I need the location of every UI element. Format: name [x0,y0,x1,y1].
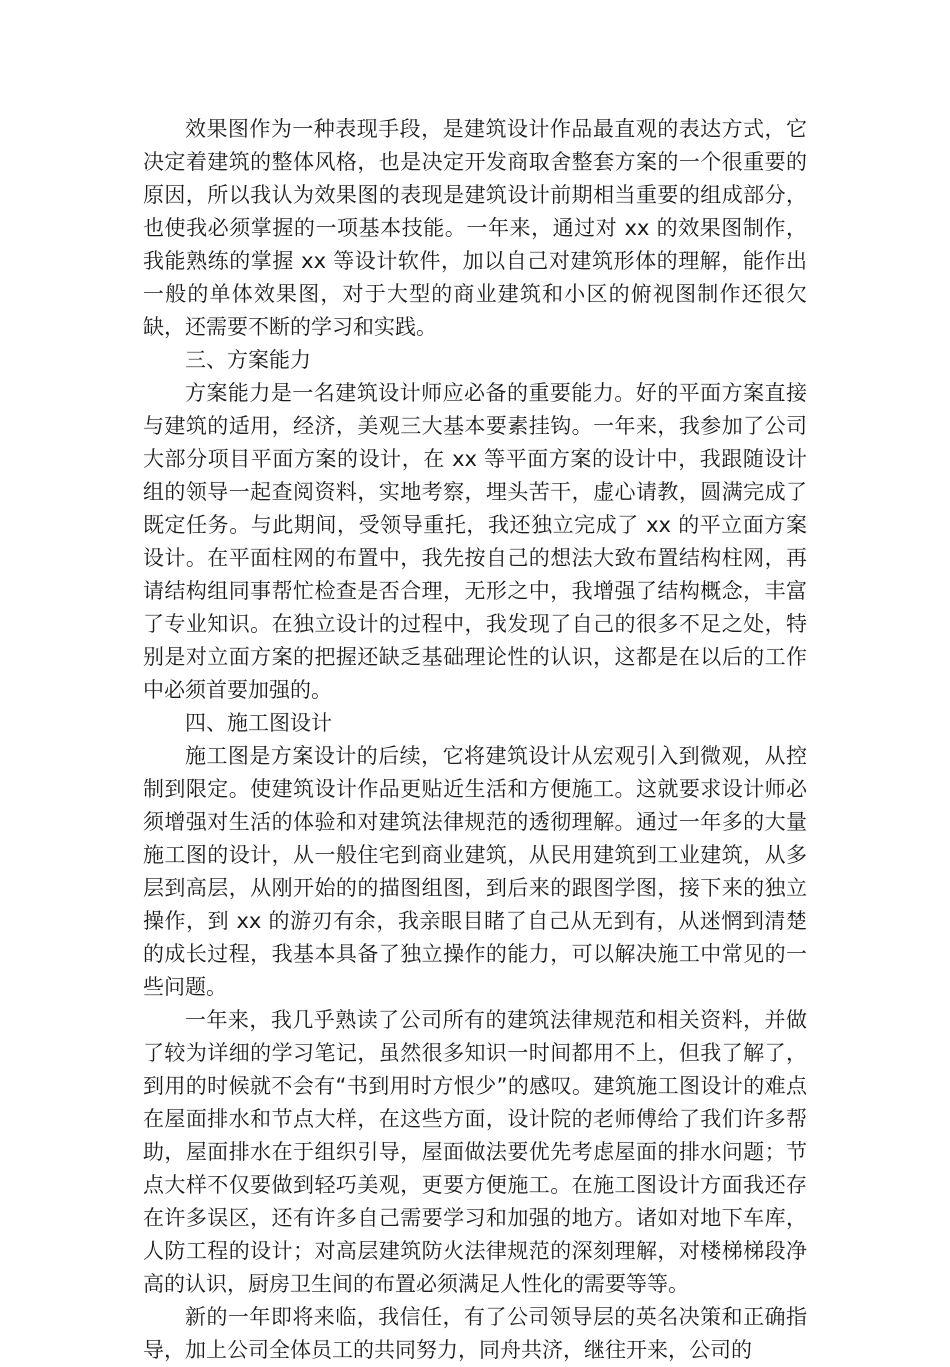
section-heading-construction-drawing: 四、施工图设计 [185,711,332,735]
paragraph-construction-drawing: 施工图是方案设计的后续，它将建筑设计从宏观引入到微观，从控制到限定。使建筑设计作品更贴近生活和方便施工。这就要求设计师必须增强对生活的体验和对建筑法律规范的透彻理解。通过一年多的大量施工图的设计，从一般住宅到商业建筑，从民用建筑到工业建筑，从多层到高层，从刚开始的的描图组图，到后来的跟图学图，接下来的独立操作，到 xx 的游刃有余，我亲眼目睹了自己从无到有，从迷惘到清楚的成长过程，我基本具备了独立操作的能力，可以解决施工中常见的一些问题。 [143,744,807,999]
paragraph-rendering-importance: 效果图作为一种表现手段，是建筑设计作品最直观的表达方式，它决定着建筑的整体风格，也是决定开发商取舍整套方案的一个很重要的原因，所以我认为效果图的表现是建筑设计前期相当重要的组成部分，也使我必须掌握的一项基本技能。一年来，通过对 xx 的效果图制作，我能熟练的掌握 xx 等设计软件，加以自己对建筑形体的理解，能作出一般的单体效果图，对于大型的商业建筑和小区的俯视图制作还很欠缺，还需要不断的学习和实践。 [143,117,807,339]
section-heading-scheme-ability: 三、方案能力 [185,348,311,372]
paragraph-regulations-study: 一年来，我几乎熟读了公司所有的建筑法律规范和相关资料，并做了较为详细的学习笔记，虽然很多知识一时间都用不上，但我了解了，到用的时候就不会有“书到用时方恨少”的感叹。建筑施工图设计的难点在屋面排水和节点大样，在这些方面，设计院的老师傅给了我们许多帮助，屋面排水在于组织引导，屋面做法要优先考虑屋面的排水问题；节点大样不仅要做到轻巧美观，更要方便施工。在施工图设计方面我还存在许多误区，还有许多自己需要学习和加强的地方。诸如对地下车库，人防工程的设计；对高层建筑防火法律规范的深刻理解，对楼梯梯段净高的认识，厨房卫生间的布置必须满足人性化的需要等等。 [143,1008,807,1296]
document-body [143,113,807,1367]
paragraph-new-year: 新的一年即将来临，我信任，有了公司领导层的英名决策和正确指导，加上公司全体员工的共同努力，同舟共济，继往开来，公司的 [143,1305,807,1362]
paragraph-scheme-ability: 方案能力是一名建筑设计师应必备的重要能力。好的平面方案直接与建筑的适用，经济，美观三大基本要素挂钩。一年来，我参加了公司大部分项目平面方案的设计，在 xx 等平面方案的设计中，我跟随设计组的领导一起查阅资料，实地考察，埋头苦干，虚心请教，圆满完成了既定任务。与此期间，受领导重托，我还独立完成了 xx 的平立面方案设计。在平面柱网的布置中，我先按自己的想法大致布置结构柱网，再请结构组同事帮忙检查是否合理，无形之中，我增强了结构概念，丰富了专业知识。在独立设计的过程中，我发现了自己的很多不足之处，特别是对立面方案的把握还缺乏基础理论性的认识，这都是在以后的工作中必须首要加强的。 [143,381,807,702]
